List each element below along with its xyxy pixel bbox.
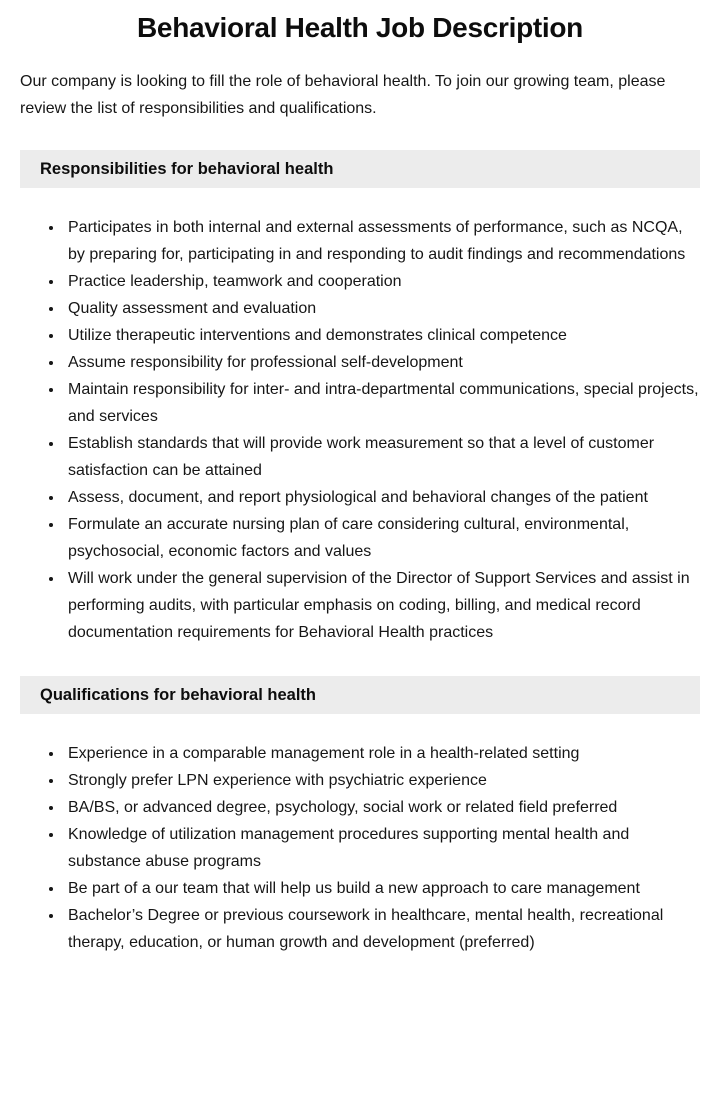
list-item: • Assess, document, and report physiological and behavioral changes of the patient — [64, 484, 700, 511]
list-item: • Quality assessment and evaluation — [64, 295, 700, 322]
list-item: • Experience in a comparable management role in a health-related setting — [64, 740, 700, 767]
qualifications-section-header: Qualifications for behavioral health — [20, 676, 700, 714]
list-item: • Participates in both internal and external assessments of performance, such as NCQA, by preparing for, participating in and responding to audit findings and recommendations — [64, 214, 700, 268]
responsibilities-section-header: Responsibilities for behavioral health — [20, 150, 700, 188]
list-item: • BA/BS, or advanced degree, psychology, social work or related field preferred — [64, 794, 700, 821]
section-responsibilities — [20, 150, 700, 646]
list-item: • Strongly prefer LPN experience with psychiatric experience — [64, 767, 700, 794]
list-item: • Utilize therapeutic interventions and demonstrates clinical competence — [64, 322, 700, 349]
list-item: • Formulate an accurate nursing plan of care considering cultural, environmental, psychosocial, economic factors and values — [64, 511, 700, 565]
responsibilities-list — [20, 214, 700, 646]
list-item: • Assume responsibility for professional self-development — [64, 349, 700, 376]
intro-paragraph: Our company is looking to fill the role of behavioral health. To join our growing team, please review the list of responsibilities and qualifications. — [20, 73, 666, 117]
section-qualifications — [20, 676, 700, 956]
qualifications-list — [20, 740, 700, 956]
list-item: • Knowledge of utilization management procedures supporting mental health and substance abuse programs — [64, 821, 700, 875]
list-item: • Establish standards that will provide work measurement so that a level of customer satisfaction can be attained — [64, 430, 700, 484]
page-title: Behavioral Health Job Description — [137, 12, 583, 43]
list-item: • Bachelor’s Degree or previous coursework in healthcare, mental health, recreational therapy, education, or human growth and development (preferred) — [64, 902, 700, 956]
list-item: • Maintain responsibility for inter- and intra-departmental communications, special projects, and services — [64, 376, 700, 430]
list-item: • Will work under the general supervision of the Director of Support Services and assist in performing audits, with particular emphasis on coding, billing, and medical record documentation requirements for Behavioral Health practices — [64, 565, 700, 646]
list-item: • Be part of a our team that will help us build a new approach to care management — [64, 875, 700, 902]
list-item: • Practice leadership, teamwork and cooperation — [64, 268, 700, 295]
